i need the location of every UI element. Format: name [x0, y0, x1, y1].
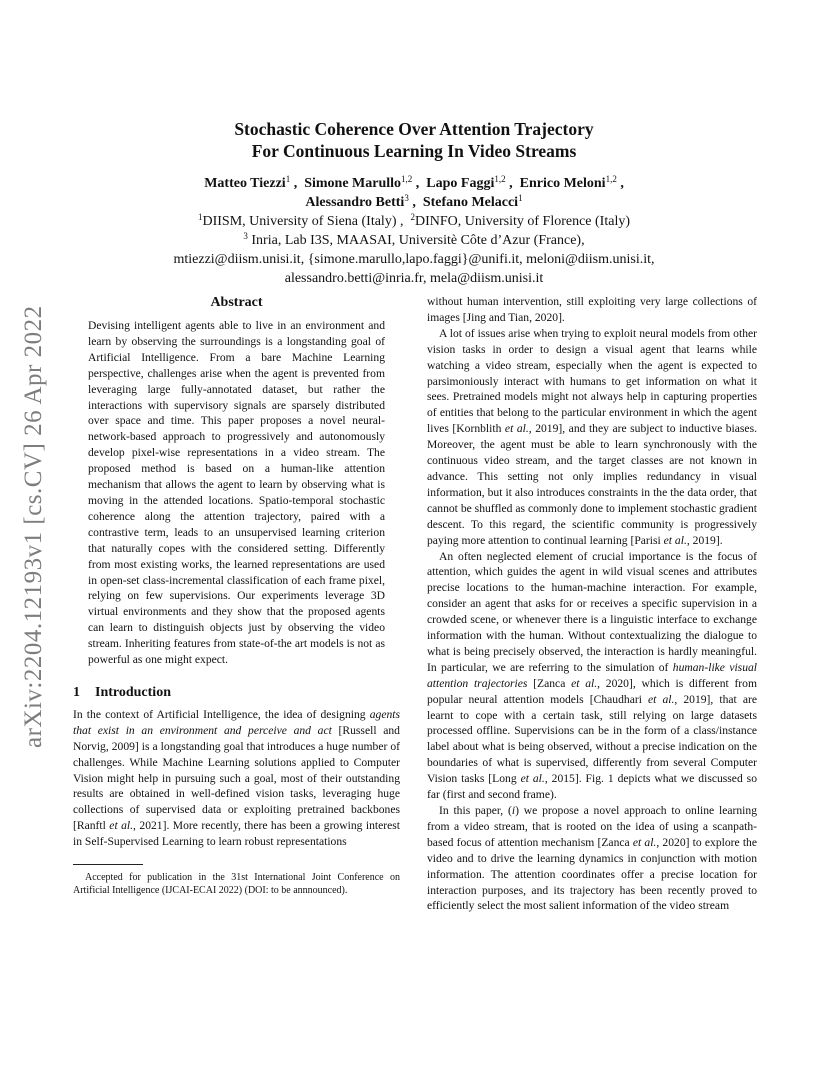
- abstract-text: Devising intelligent agents able to live in an environment and learn by observing the surroundings is a longstanding goal of Artificial Intelligence. From a bare Machine Learning perspective, challenges arise when the agent is prevented from leveraging large fully-annotated dataset, but rather the interactions with supervisory signals are sparsely distributed over space and time. This paper proposes a novel neural-network-based approach to progressively and autonomously develop pixel-wise representations in a video stream. The proposed method is based on a human-like attention mechanism that allows the agent to learn by observing what is moving in the attended locations. Spatio-temporal stochastic coherence along the attention trajectory, paired with a contrastive term, leads to an unsupervised learning criterion that naturally copes with the considered setting. Differently from most existing works, the learned representations are used in open-set class-incremental classification of each frame pixel, relying on few supervisions. Our experiments leverage 3D virtual environments and they show that the proposed agents can learn to distinguish objects just by observing the video stream. Inheriting features from state-of-the art models is not as powerful as one might expect.: [88, 319, 385, 667]
- footnote-rule: [73, 864, 143, 865]
- title-line-1: Stochastic Coherence Over Attention Trajectory: [234, 119, 594, 139]
- paragraph: In this paper, (i) we propose a novel approach to online learning from a video stream, that is rooted on the idea of using a scanpath-based focus of attention mechanism [Zanca et al., 2020] to explore the video and to drive the learning dynamics in conjunction with motion information. The attention coordinates offer a precise location for interaction purposes, and its trajectory has been recently proved to efficiently select the most salient information of the video stream: [427, 804, 757, 913]
- left-column: [73, 294, 400, 897]
- paper-header: [120, 118, 708, 288]
- emails-line-2: alessandro.betti@inria.fr, mela@diism.unisi.it: [284, 271, 544, 286]
- paragraph: An often neglected element of crucial importance is the focus of attention, which guides the agent in wild visual scenes and attributes precise locations to the human-machine interaction. For example, consider an agent that asks for or receives a specific supervision in a crowded scene, or whenever there is a linguistic interface to exchange information with the human. Without contextualizing the dialogue to what is being precisely observed, the interaction is hardly meaningful. In particular, we are referring to the simulation of human-like visual attention trajectories [Zanca et al., 2020], which is different from popular neural attention models [Chaudhari et al., 2019], that are learnt to cope with a certain task, still relying on large datasets processed offline. Supervisions can be in the form of a class/instance label about what is being observed, without a precise indication on the boundaries of what is supervised, differently from several Computer Vision tasks [Long et al., 2015]. Fig. 1 depicts what we discussed so far (first and second frame).: [427, 549, 758, 802]
- emails-line-1: mtiezzi@diism.unisi.it, {simone.marullo,lapo.faggi}@unifi.it, meloni@diism.unisi.it,: [173, 252, 655, 267]
- author: Alessandro Betti$^3$: [305, 193, 409, 210]
- author: Matteo Tiezzi$^1$: [204, 174, 291, 191]
- intro-paragraph: In the context of Artificial Intelligence, the idea of designing agents that exist in an environment and perceive and act [Russell and Norvig, 2009] is a longstanding goal that introduces a huge number of challenges. While Machine Learning solutions applied to Computer Vision might help in pursuing such a goal, most of their outstanding results are obtained in well-defined vision tasks, leveraging huge collections of supervised data or exploiting pretrained backbones [Ranftl et al., 2021]. More recently, there has been a growing interest in Self-Supervised Learning to learn robust representations: [73, 707, 400, 849]
- title-line-2: For Continuous Learning In Video Streams: [251, 141, 577, 161]
- affiliations: $^1$DIISM, University of Siena (Italy) , $^2$DINFO, University of Florence (Italy) $^3$ Inria, Lab I3S, MAASAI, Universitè Côte d’Azur (France), mtiezzi@diism.unisi.it, {simone.marullo,lapo.faggi}@unifi.it, meloni@diism.unisi.it, alessandro.betti@inria.fr, mela@diism.unisi.it: [120, 212, 708, 288]
- affiliation-1: DIISM, University of Siena (Italy) ,: [202, 214, 404, 229]
- section-title: Introduction: [95, 684, 171, 700]
- paragraph: A lot of issues arise when trying to exploit neural models from other vision tasks in order to design a visual agent that learns while watching a video stream, especially when the agent is expected to parsimoniously interact with humans to get information on what it sees. Pretrained models might not always help in capturing properties of entities that belong to the particular environment in which the agent lives [Kornblith et al., 2019], and they are subject to inductive biases. Moreover, the agent must be able to learn synchronously with the continuous video stream, and the target classes are not known in advance. This setting not only implies redundancy in visual information, but it also introduces constraints in the the data order, that cannot be shuffled as commonly done to implement stochastic gradient descent. To this regard, the scientific community is progressively paying more attention to continual learning [Parisi et al., 2019].: [427, 326, 757, 547]
- author: Simone Marullo$^{1,2}$: [304, 174, 413, 191]
- affiliation-3: Inria, Lab I3S, MAASAI, Universitè Côte d’Azur (France),: [251, 233, 585, 248]
- arxiv-stamp: arXiv:2204.12193v1 [cs.CV] 26 Apr 2022: [20, 305, 47, 749]
- affiliation-2: DINFO, University of Florence (Italy): [415, 214, 631, 229]
- abstract-heading: Abstract: [210, 295, 263, 310]
- section-number: 1: [73, 684, 80, 700]
- author: Lapo Faggi$^{1,2}$: [426, 174, 506, 191]
- section-heading-introduction: [73, 684, 400, 702]
- author-list: Matteo Tiezzi$^1$ , Simone Marullo$^{1,2}$ , Lapo Faggi$^{1,2}$ , Enrico Meloni$^{1,2}$ , Alessandro Betti$^3$ , Stefano Melacci$^1$: [204, 174, 624, 210]
- right-column: [427, 294, 757, 914]
- author: Enrico Meloni$^{1,2}$: [519, 174, 617, 191]
- author: Stefano Melacci$^1$: [422, 193, 523, 210]
- paragraph-continuation: without human intervention, still exploiting very large collections of images [Jing and Tian, 2020].: [427, 295, 757, 324]
- paper-title: [120, 118, 708, 162]
- footnote: Accepted for publication in the 31st International Joint Conference on Artificial Intelligence (IJCAI-ECAI 2022) (DOI: to be annnounced).: [73, 872, 400, 897]
